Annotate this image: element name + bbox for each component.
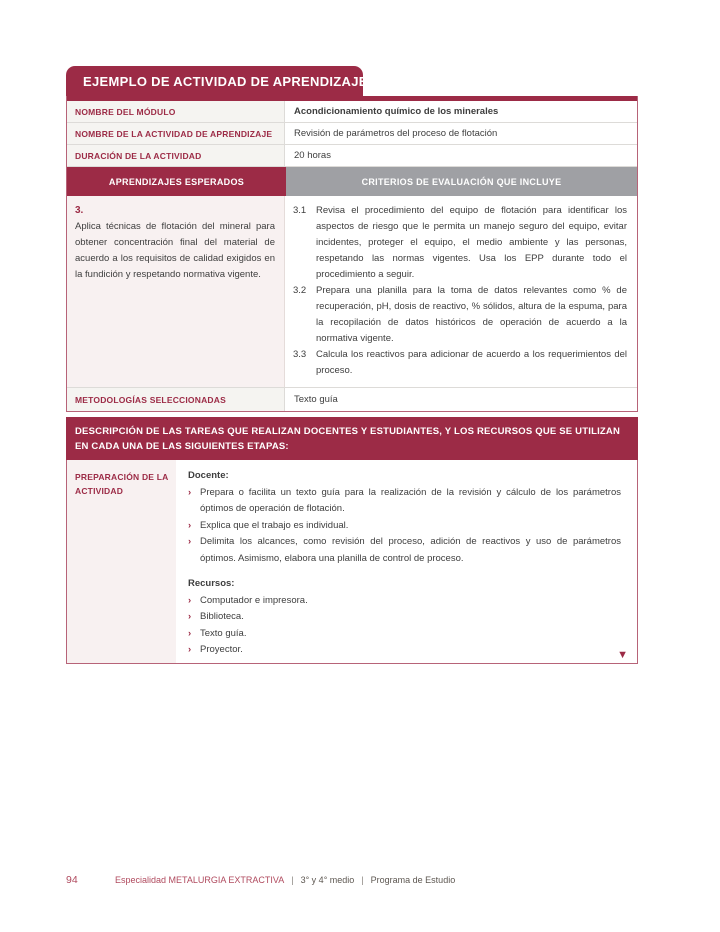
criterion-item: [293, 283, 627, 347]
stage-label: PREPARACIÓN DE LA ACTIVIDAD: [67, 460, 176, 663]
list-item: [188, 626, 621, 643]
list-item: [188, 609, 621, 626]
list-item-text: Explica que el trabajo es individual.: [200, 519, 349, 531]
chevron-bullet-icon: ›: [188, 627, 192, 639]
description-banner-text: DESCRIPCIÓN DE LAS TAREAS QUE REALIZAN DOCENTES Y ESTUDIANTES, Y LOS RECURSOS QUE SE UTILIZAN EN CADA UNA DE LAS SIGUIENTES ETAPAS:: [75, 426, 621, 452]
list-item-text: Computador e impresora.: [200, 594, 308, 606]
table-row: [67, 145, 637, 167]
footer-separator: |: [361, 875, 364, 885]
list-item-text: Biblioteca.: [200, 611, 244, 622]
resources-block: [188, 576, 621, 659]
table-row: [67, 123, 637, 145]
footer-separator: |: [291, 875, 294, 885]
preparation-section: [66, 460, 638, 664]
methodologies-label: METODOLOGÍAS SELECCIONADAS: [67, 388, 285, 411]
criterion-item: [293, 347, 627, 379]
footer-program-name: Programa de Estudio: [370, 875, 456, 885]
criterion-number: 3.1: [293, 205, 307, 216]
duration-label: DURACIÓN DE LA ACTIVIDAD: [67, 145, 285, 166]
chevron-bullet-icon: ›: [188, 644, 192, 655]
page-footer: [66, 874, 455, 886]
footer-specialty: Especialidad METALURGIA EXTRACTIVA: [115, 875, 285, 885]
activity-table: [66, 96, 638, 412]
table-content-row: [67, 196, 637, 388]
criterion-text: Revisa el procedimiento del equipo de flotación para identificar los aspectos de riesgo que le permita un manejo seguro del equipo, evitar incidentes, proteger el equipo, el medio ambiente y las personas, respetando las normas vigentes. Usa los EPP durante todo el procedimiento a seguir.: [316, 205, 627, 280]
title-banner: [66, 66, 368, 97]
evaluation-criteria-header: CRITERIOS DE EVALUACIÓN QUE INCLUYE: [286, 167, 637, 196]
list-item: [188, 593, 621, 610]
page-number: 94: [66, 874, 78, 886]
expected-learning-number: 3.: [75, 205, 84, 216]
list-item-text: Prepara o facilita un texto guía para la realización de la revisión y cálculo de los parámetros óptimos de operación de flotación.: [200, 486, 621, 514]
criterion-number: 3.2: [293, 285, 307, 296]
activity-name-label: NOMBRE DE LA ACTIVIDAD DE APRENDIZAJE: [67, 123, 285, 144]
list-item-text: Delimita los alcances, como revisión del proceso, adición de reactivos y uso de parámetros óptimos. Asimismo, elabora una planilla de control de proceso.: [200, 536, 621, 564]
methodologies-value: Texto guía: [294, 394, 338, 405]
criterion-text: Calcula los reactivos para adicionar de acuerdo a los requerimientos del proceso.: [316, 349, 627, 376]
expected-learning-cell: [67, 196, 285, 387]
evaluation-criteria-cell: [285, 196, 637, 387]
expected-learning-text: Aplica técnicas de flotación del mineral para obtener concentración final del material de acuerdo a los requisitos de calidad exigidos en la fundición y respetando normativa vigente.: [75, 221, 275, 280]
list-item: [188, 642, 621, 659]
duration-value: 20 horas: [294, 150, 331, 161]
criterion-text: Prepara una planilla para la toma de datos relevantes como % de recuperación, pH, dosis de reactivo, % sólidos, altura de la espuma, para la recopilación de datos históricos de operación de acuerdo a la normativa vigente.: [316, 285, 627, 344]
list-item: [188, 485, 621, 518]
chevron-bullet-icon: ›: [188, 611, 192, 622]
teacher-heading: Docente:: [188, 470, 229, 481]
footer-grade-level: 3° y 4° medio: [300, 875, 355, 885]
stage-content: [176, 460, 637, 663]
continuation-arrow-icon: ▼: [617, 649, 628, 661]
description-banner: [66, 417, 638, 460]
table-row: [67, 101, 637, 123]
chevron-bullet-icon: ›: [188, 536, 192, 547]
expected-learning-header: APRENDIZAJES ESPERADOS: [67, 167, 286, 196]
list-item-text: Proyector.: [200, 644, 243, 655]
chevron-bullet-icon: ›: [188, 594, 192, 606]
chevron-bullet-icon: ›: [188, 519, 192, 531]
module-name-value: Acondicionamiento químico de los minerales: [294, 106, 499, 117]
list-item: [188, 518, 621, 535]
table-row: [67, 388, 637, 411]
title-banner-label: EJEMPLO DE ACTIVIDAD DE APRENDIZAJE: [83, 74, 368, 89]
module-name-label: NOMBRE DEL MÓDULO: [67, 101, 285, 122]
list-item: [188, 534, 621, 567]
criterion-number: 3.3: [293, 349, 307, 360]
resources-heading: Recursos:: [188, 578, 235, 589]
chevron-bullet-icon: ›: [188, 486, 192, 498]
activity-name-value: Revisión de parámetros del proceso de flotación: [294, 128, 498, 139]
criterion-item: [293, 203, 627, 283]
list-item-text: Texto guía.: [200, 627, 247, 639]
table-header-row: [67, 167, 637, 196]
